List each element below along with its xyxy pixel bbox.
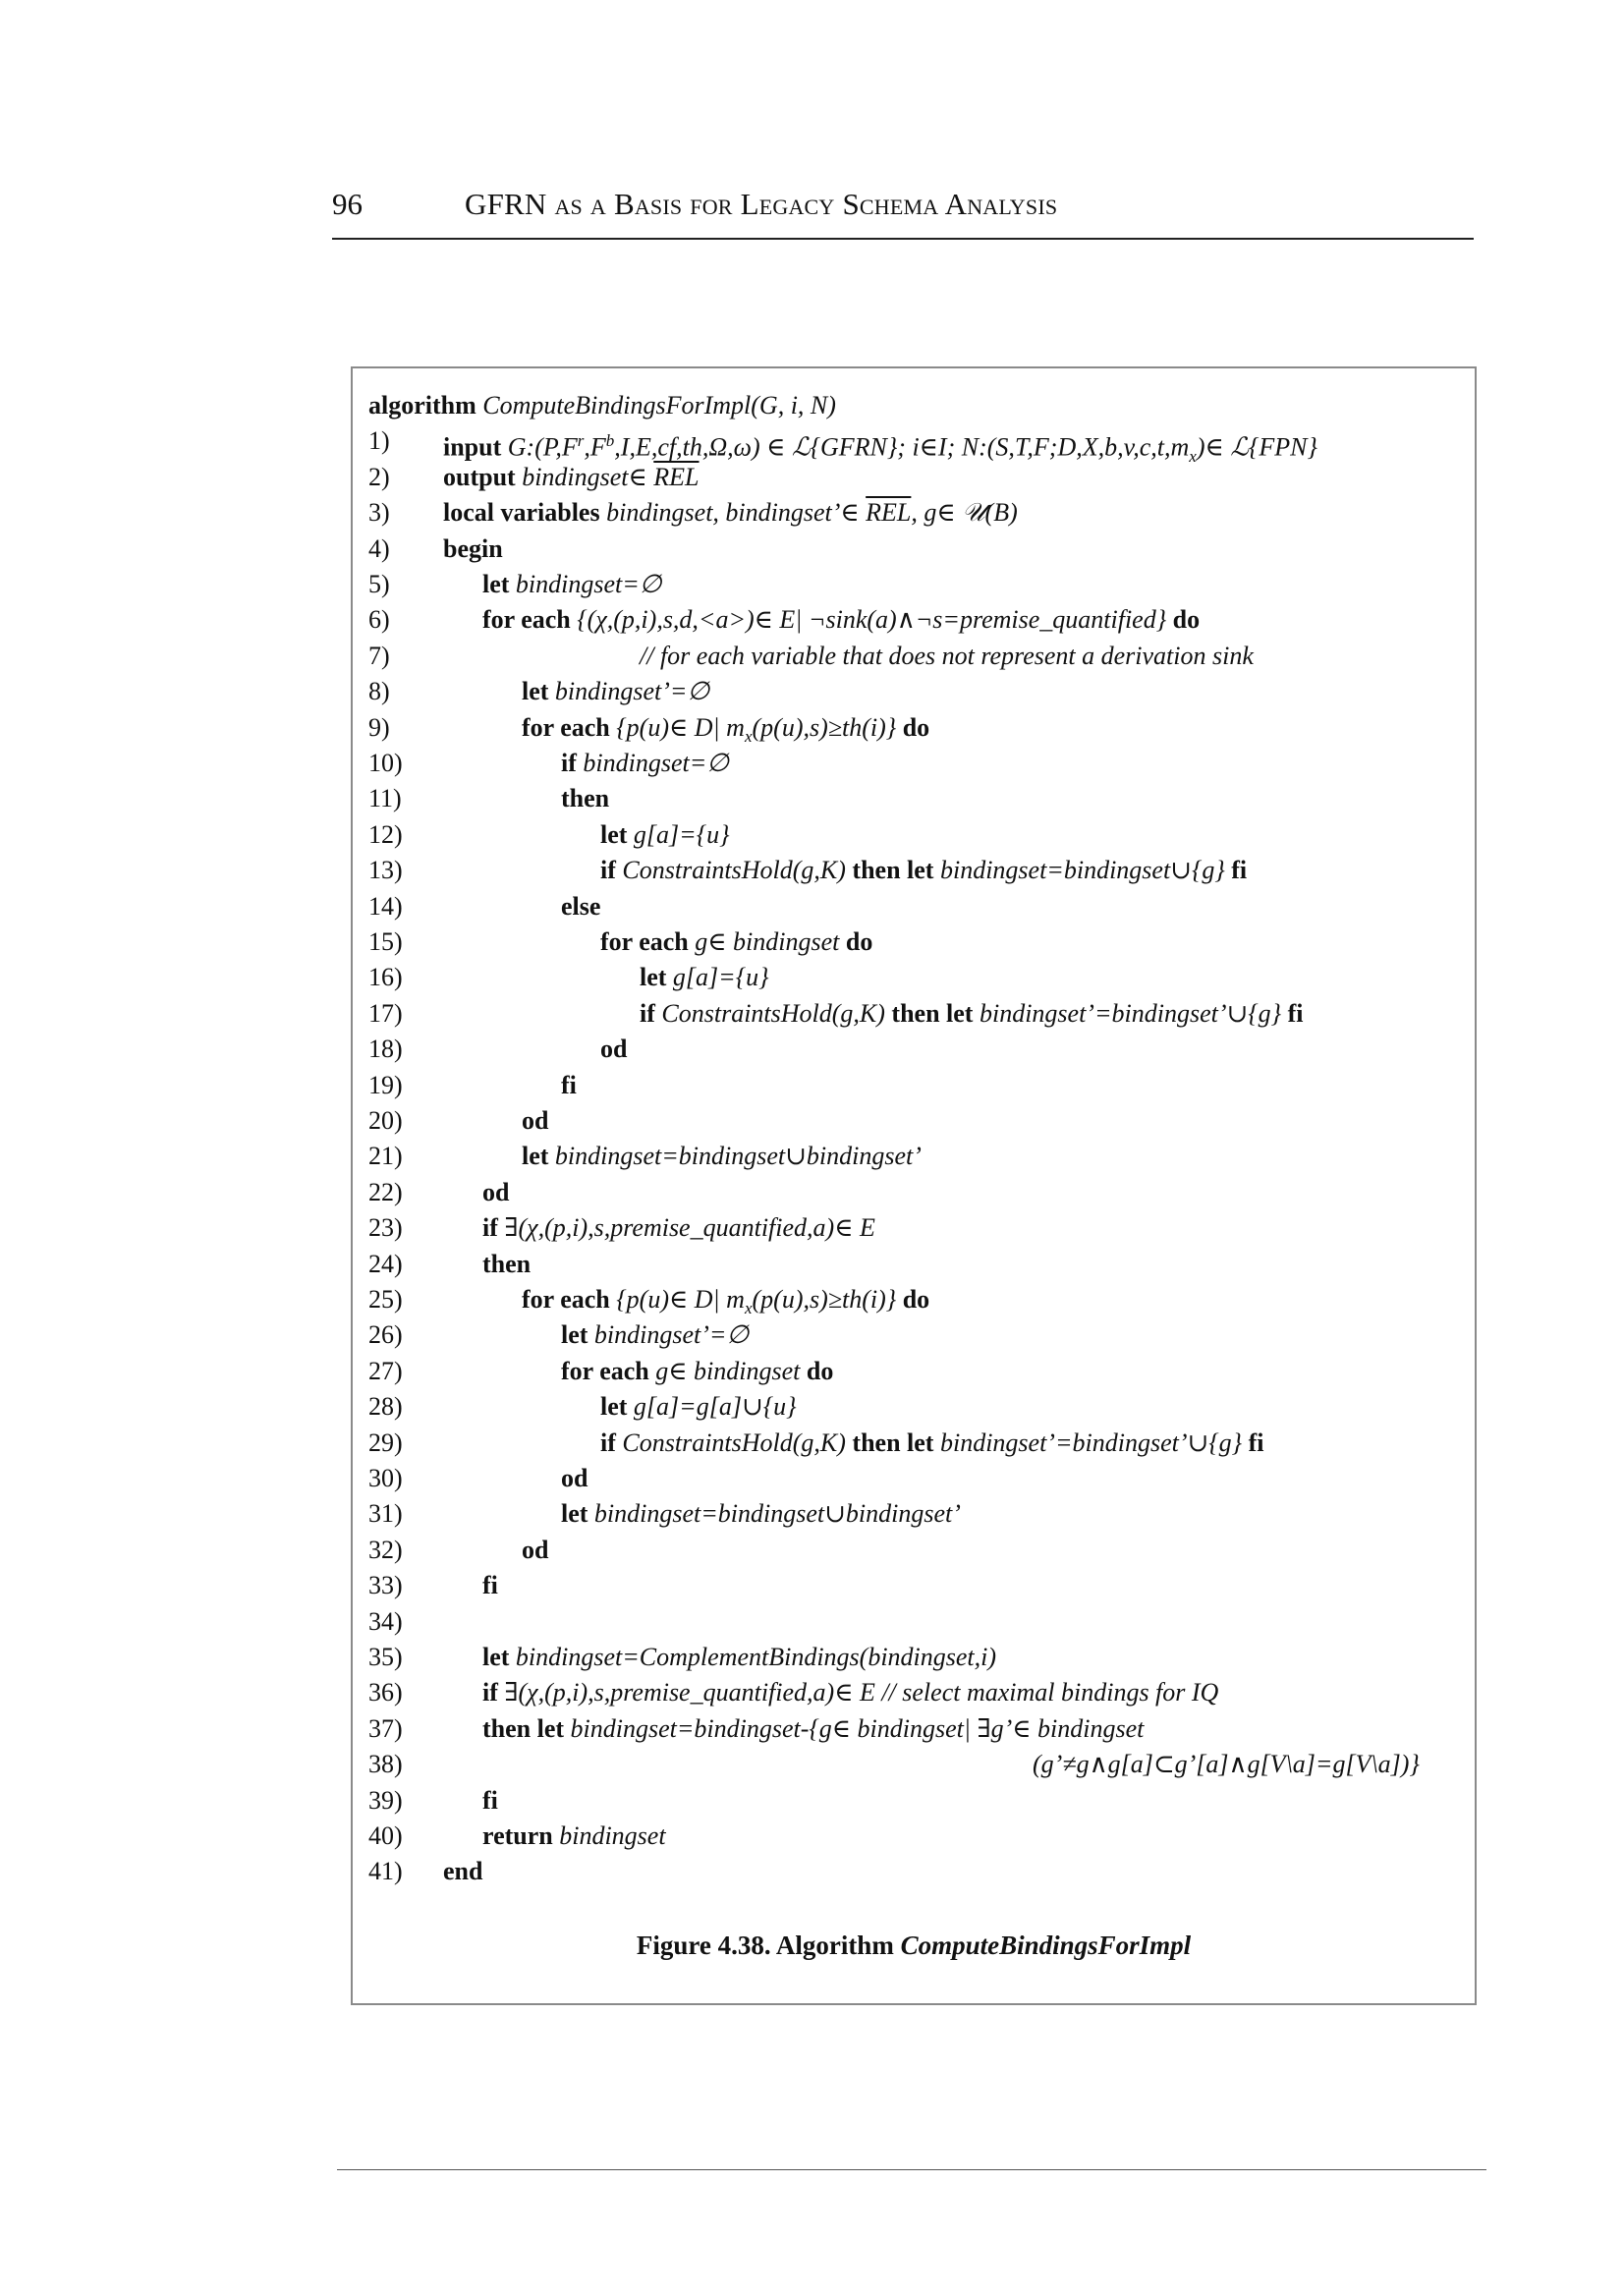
code-text: (p(u),s)≥th(i)} bbox=[752, 1285, 897, 1314]
keyword: begin bbox=[443, 533, 503, 563]
subscript: x bbox=[744, 1299, 753, 1318]
code-text: , g∈ 𝒰(B) bbox=[911, 498, 1018, 528]
line-number: 1) bbox=[368, 426, 390, 456]
line-code bbox=[482, 1675, 1218, 1710]
algorithm-line bbox=[368, 781, 1449, 816]
footer-rule bbox=[337, 2169, 1486, 2170]
keyword: input bbox=[443, 433, 502, 463]
line-number: 11) bbox=[368, 784, 402, 813]
line-number: 33) bbox=[368, 1571, 403, 1600]
line-code bbox=[522, 1533, 548, 1568]
keyword: for each bbox=[522, 712, 610, 742]
code-text: // for each variable that does not represent a derivation sink bbox=[640, 641, 1254, 670]
code-text: (g’≠g∧g[a]⊂g’[a]∧g[V\a]=g[V\a])} bbox=[1033, 1750, 1420, 1779]
line-number: 16) bbox=[368, 963, 403, 992]
code-text: bindingset’=bindingset’∪{g} bbox=[933, 1427, 1243, 1457]
code-text: (p(u),s)≥th(i)} bbox=[752, 712, 897, 742]
algorithm-line bbox=[368, 960, 1449, 995]
line-code bbox=[561, 746, 729, 781]
algorithm-line bbox=[368, 1604, 1449, 1640]
algorithm-line bbox=[368, 1640, 1449, 1675]
line-code bbox=[482, 1247, 531, 1282]
line-code bbox=[482, 1210, 875, 1246]
algorithm-line bbox=[368, 817, 1449, 853]
line-code bbox=[561, 1354, 833, 1389]
line-code bbox=[600, 924, 872, 960]
keyword: if bbox=[600, 856, 616, 885]
line-number: 27) bbox=[368, 1356, 403, 1385]
algorithm-line bbox=[368, 710, 1449, 746]
algorithm-line bbox=[368, 853, 1449, 888]
code-text: bindingset=∅ bbox=[576, 749, 729, 777]
code-text: bindingset=bindingset-{g∈ bindingset| ∃g’∈ bindingset bbox=[564, 1713, 1145, 1743]
algorithm-line bbox=[368, 602, 1449, 638]
keyword: fi bbox=[1224, 856, 1248, 885]
keyword: then let bbox=[482, 1713, 565, 1743]
algorithm-line bbox=[368, 674, 1449, 709]
keyword: if bbox=[482, 1213, 498, 1243]
line-code bbox=[561, 1068, 577, 1103]
keyword: then let bbox=[845, 1427, 934, 1457]
keyword: od bbox=[522, 1106, 549, 1135]
subscript: x bbox=[1189, 447, 1197, 467]
line-number: 12) bbox=[368, 819, 403, 849]
keyword: do bbox=[1166, 605, 1201, 635]
keyword: fi bbox=[1281, 998, 1304, 1028]
keyword: then bbox=[561, 784, 610, 813]
line-number: 38) bbox=[368, 1750, 403, 1779]
keyword: let bbox=[522, 1142, 549, 1171]
code-text: bindingset=bindingset∪bindingset’ bbox=[548, 1142, 922, 1171]
keyword: let bbox=[600, 819, 628, 849]
keyword: let bbox=[522, 677, 549, 706]
line-number: 15) bbox=[368, 927, 403, 956]
keyword: let bbox=[482, 1643, 510, 1671]
keyword: if bbox=[640, 998, 655, 1028]
caption-algorithm-name: ComputeBindingsForImpl bbox=[900, 1931, 1192, 1960]
keyword: else bbox=[561, 891, 601, 921]
code-text: G:(P,F bbox=[501, 433, 578, 463]
code-text: ComputeBindingsForImpl(G, i, N) bbox=[476, 391, 836, 420]
keyword: output bbox=[443, 462, 516, 491]
keyword: do bbox=[800, 1356, 834, 1385]
keyword: od bbox=[522, 1535, 549, 1564]
line-number: 36) bbox=[368, 1678, 403, 1707]
algorithm-line bbox=[368, 1354, 1449, 1389]
code-text: ConstraintsHold(g,K) bbox=[615, 856, 846, 885]
keyword: od bbox=[600, 1035, 628, 1064]
code-text: ConstraintsHold(g,K) bbox=[654, 998, 885, 1028]
line-number: 20) bbox=[368, 1106, 403, 1135]
line-number: 9) bbox=[368, 712, 390, 742]
line-number: 41) bbox=[368, 1857, 403, 1886]
line-number: 40) bbox=[368, 1821, 403, 1850]
code-text: ∃(χ,(p,i),s,premise_quantified,a)∈ E bbox=[497, 1213, 875, 1243]
line-code bbox=[561, 1496, 961, 1532]
algorithm-line bbox=[368, 1496, 1449, 1532]
keyword: end bbox=[443, 1857, 483, 1886]
keyword: let bbox=[561, 1320, 588, 1350]
line-code bbox=[482, 567, 661, 602]
line-code bbox=[561, 781, 609, 816]
code-text: {p(u)∈ D| m bbox=[609, 712, 745, 742]
code-text: bindingset’=bindingset’∪{g} bbox=[973, 998, 1282, 1028]
algorithm-line bbox=[368, 1426, 1449, 1461]
line-code bbox=[522, 1103, 548, 1139]
algorithm-line bbox=[368, 1103, 1449, 1139]
algorithm-line bbox=[368, 639, 1449, 674]
line-number: 35) bbox=[368, 1643, 403, 1671]
line-number: 30) bbox=[368, 1464, 403, 1492]
line-code bbox=[482, 602, 1200, 638]
algorithm-line bbox=[368, 1317, 1449, 1353]
code-text: bindingset∈ bbox=[515, 462, 654, 491]
algorithm-line bbox=[368, 532, 1449, 567]
keyword: fi bbox=[482, 1571, 498, 1600]
line-code bbox=[561, 889, 600, 924]
line-code bbox=[600, 1032, 627, 1067]
line-number: 14) bbox=[368, 891, 403, 921]
algorithm-line bbox=[368, 567, 1449, 602]
page-header bbox=[332, 183, 1474, 240]
caption-prefix: Figure 4.38. Algorithm bbox=[636, 1931, 901, 1960]
line-number: 37) bbox=[368, 1713, 403, 1743]
code-text: bindingset, bindingset’∈ bbox=[599, 498, 867, 528]
keyword: do bbox=[896, 712, 930, 742]
algorithm-line bbox=[368, 746, 1449, 781]
algorithm-line bbox=[368, 1533, 1449, 1568]
keyword: fi bbox=[1242, 1427, 1264, 1457]
line-code bbox=[1033, 1747, 1420, 1782]
keyword: if bbox=[561, 749, 577, 777]
line-code bbox=[443, 532, 503, 567]
keyword: od bbox=[482, 1177, 510, 1206]
line-number: 10) bbox=[368, 749, 403, 777]
algorithm-line bbox=[368, 1282, 1449, 1317]
keyword: for each bbox=[561, 1356, 649, 1385]
keyword: fi bbox=[482, 1785, 498, 1815]
figure-caption bbox=[353, 1931, 1475, 1961]
line-code bbox=[640, 960, 769, 995]
algorithm-line bbox=[368, 1783, 1449, 1819]
code-text: bindingset’=∅ bbox=[548, 677, 710, 706]
code-text: g[a]={u} bbox=[627, 819, 730, 849]
algorithm-line bbox=[368, 996, 1449, 1032]
line-number: 18) bbox=[368, 1035, 403, 1064]
algorithm-line bbox=[368, 1711, 1449, 1747]
keyword: local variables bbox=[443, 498, 600, 528]
code-text: )∈ ℒ{FPN} bbox=[1196, 433, 1317, 463]
code-text: g∈ bindingset bbox=[648, 1356, 801, 1385]
algorithm-line bbox=[368, 889, 1449, 924]
line-code bbox=[522, 674, 709, 709]
keyword: let bbox=[561, 1499, 588, 1529]
line-code bbox=[443, 495, 1018, 531]
algorithm-line bbox=[368, 1068, 1449, 1103]
code-text: bindingset=bindingset∪{g} bbox=[933, 856, 1225, 885]
line-code bbox=[600, 1389, 797, 1425]
line-code bbox=[443, 1854, 482, 1889]
keyword: let bbox=[640, 963, 667, 992]
line-number: 4) bbox=[368, 533, 390, 563]
line-number: 28) bbox=[368, 1392, 403, 1422]
line-code bbox=[640, 639, 1254, 674]
line-code bbox=[640, 996, 1303, 1032]
line-number: 2) bbox=[368, 462, 390, 491]
code-text: bindingset=∅ bbox=[509, 570, 662, 598]
keyword: then bbox=[482, 1249, 532, 1278]
line-number: 19) bbox=[368, 1070, 403, 1099]
code-text: g∈ bindingset bbox=[688, 927, 840, 956]
line-code bbox=[600, 817, 730, 853]
keyword: for each bbox=[600, 927, 689, 956]
keyword: for each bbox=[522, 1285, 610, 1314]
line-number: 22) bbox=[368, 1177, 403, 1206]
overlined-text: $\overline{REL}$ bbox=[866, 498, 912, 528]
keyword: do bbox=[896, 1285, 930, 1314]
line-code bbox=[600, 853, 1247, 888]
line-number: 13) bbox=[368, 856, 403, 885]
code-text: g[a]=g[a]∪{u} bbox=[627, 1392, 797, 1422]
algorithm-line bbox=[368, 1389, 1449, 1425]
algorithm-line bbox=[368, 423, 1449, 467]
line-code bbox=[561, 1461, 588, 1496]
line-code bbox=[482, 1568, 498, 1603]
code-text: bindingset’=∅ bbox=[588, 1320, 750, 1350]
code-text: ,I,E,cf,th,Ω,ω) ∈ ℒ{GFRN}; i∈I; N:(S,T,F;D,X,b,v,c,t,m bbox=[614, 433, 1190, 463]
keyword: then let bbox=[884, 998, 974, 1028]
line-code bbox=[600, 1426, 1263, 1461]
algorithm-line bbox=[368, 1819, 1449, 1854]
subscript: x bbox=[744, 726, 753, 746]
superscript: b bbox=[605, 431, 615, 451]
algorithm-line bbox=[368, 1461, 1449, 1496]
keyword: od bbox=[561, 1464, 588, 1492]
overlined-text: $\overline{REL}$ bbox=[653, 462, 700, 491]
line-code bbox=[482, 1783, 498, 1819]
algorithm-line bbox=[368, 1675, 1449, 1710]
keyword: if bbox=[600, 1427, 616, 1457]
line-number: 29) bbox=[368, 1427, 403, 1457]
keyword: if bbox=[482, 1678, 498, 1707]
line-code bbox=[443, 460, 700, 495]
line-number: 17) bbox=[368, 998, 403, 1028]
algorithm-line bbox=[368, 1139, 1449, 1174]
algorithm-box bbox=[351, 366, 1477, 2005]
code-text: ∃(χ,(p,i),s,premise_quantified,a)∈ E // select maximal bindings for IQ bbox=[497, 1678, 1219, 1707]
code-text: g[a]={u} bbox=[666, 963, 769, 992]
code-text: bindingset=bindingset∪bindingset’ bbox=[588, 1499, 961, 1529]
keyword: do bbox=[839, 927, 873, 956]
line-code bbox=[368, 388, 836, 423]
keyword: let bbox=[482, 570, 510, 598]
algorithm-line bbox=[368, 460, 1449, 495]
line-number: 6) bbox=[368, 605, 390, 635]
keyword: return bbox=[482, 1821, 553, 1850]
line-code bbox=[482, 1819, 666, 1854]
line-code bbox=[482, 1175, 509, 1210]
superscript: r bbox=[577, 431, 585, 451]
line-code bbox=[561, 1317, 749, 1353]
line-number: 25) bbox=[368, 1285, 403, 1314]
algorithm-line bbox=[368, 495, 1449, 531]
line-number: 5) bbox=[368, 570, 390, 598]
code-text: {p(u)∈ D| m bbox=[609, 1285, 745, 1314]
code-text: ConstraintsHold(g,K) bbox=[615, 1427, 846, 1457]
algorithm-line bbox=[368, 1854, 1449, 1889]
line-code bbox=[522, 1139, 922, 1174]
line-number: 7) bbox=[368, 641, 390, 670]
algorithm-line bbox=[368, 1175, 1449, 1210]
line-number: 8) bbox=[368, 677, 390, 706]
keyword: then let bbox=[845, 856, 934, 885]
line-code bbox=[482, 1711, 1144, 1747]
algorithm-line bbox=[368, 1032, 1449, 1067]
line-number: 23) bbox=[368, 1213, 403, 1243]
line-number: 34) bbox=[368, 1606, 403, 1636]
keyword: algorithm bbox=[368, 391, 476, 420]
running-title: GFRN as a Basis for Legacy Schema Analysis bbox=[465, 187, 1058, 221]
keyword: for each bbox=[482, 605, 571, 635]
code-text: ,F bbox=[584, 433, 606, 463]
algorithm-line bbox=[368, 1210, 1449, 1246]
code-text: bindingset bbox=[552, 1821, 666, 1850]
algorithm-line bbox=[368, 1568, 1449, 1603]
line-number: 21) bbox=[368, 1142, 403, 1171]
code-text: bindingset=ComplementBindings(bindingset,i) bbox=[509, 1643, 997, 1671]
algorithm-line bbox=[368, 924, 1449, 960]
line-number: 31) bbox=[368, 1499, 403, 1529]
line-number: 39) bbox=[368, 1785, 403, 1815]
algorithm-line bbox=[368, 388, 1449, 423]
algorithm-line bbox=[368, 1747, 1449, 1782]
line-number: 24) bbox=[368, 1249, 403, 1278]
page-number: 96 bbox=[332, 187, 363, 221]
line-number: 32) bbox=[368, 1535, 403, 1564]
code-text: {(χ,(p,i),s,d,<a>)∈ E| ¬sink(a)∧¬s=premise_quantified} bbox=[570, 605, 1167, 635]
line-number: 26) bbox=[368, 1320, 403, 1350]
line-code bbox=[482, 1640, 996, 1675]
algorithm-line bbox=[368, 1247, 1449, 1282]
line-number: 3) bbox=[368, 498, 390, 528]
keyword: fi bbox=[561, 1070, 577, 1099]
keyword: let bbox=[600, 1392, 628, 1422]
